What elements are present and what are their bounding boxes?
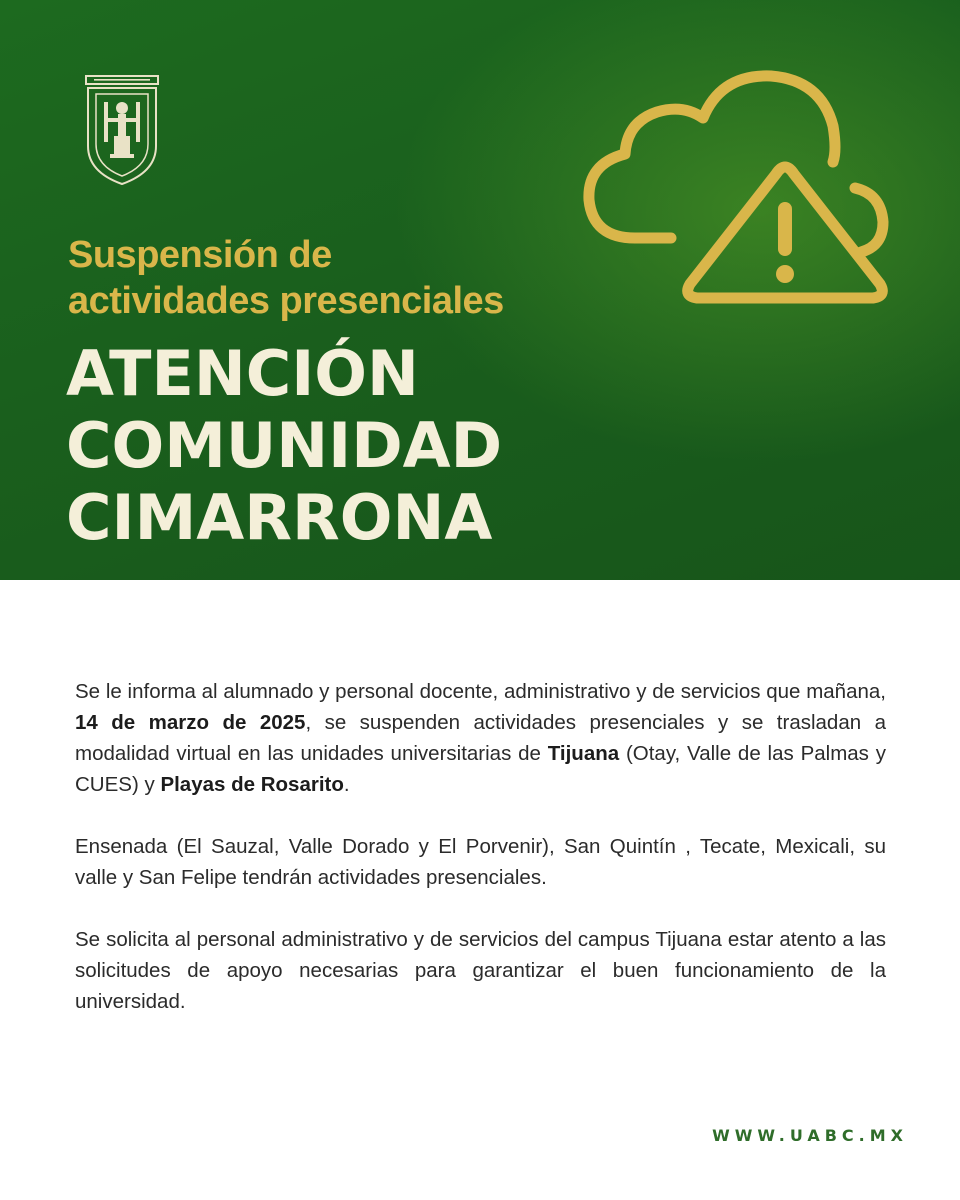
cloud-warning-icon <box>575 60 905 320</box>
headline-line: ATENCIÓN <box>66 337 419 410</box>
hero-banner <box>0 0 960 580</box>
text-segment: , se suspenden actividades presenciales y se trasladan a modalidad virtual en las unidades universitarias de <box>75 711 886 765</box>
date-highlight: 14 de marzo de 2025 <box>75 711 306 734</box>
headline-line: COMUNIDAD <box>66 409 503 482</box>
headline-line: CIMARRONA <box>66 481 493 554</box>
paragraph: Ensenada (El Sauzal, Valle Dorado y El Porvenir), San Quintín , Tecate, Mexicali, su valle y San Felipe tendrán actividades presenciales. <box>75 835 886 889</box>
paragraph: Se solicita al personal administrativo y de servicios del campus Tijuana estar atento a las solicitudes de apoyo necesarias para garantizar el buen funcionamiento de la universidad. <box>75 928 886 1013</box>
website-link[interactable]: WWW.UABC.MX <box>712 1126 908 1145</box>
subtitle-line: actividades presenciales <box>68 280 504 322</box>
city-highlight: Playas de Rosarito <box>160 773 344 796</box>
headline <box>66 338 502 554</box>
announcement-body <box>75 676 886 1048</box>
city-highlight: Tijuana <box>547 742 620 765</box>
text-segment: . <box>343 773 350 796</box>
subtitle <box>68 232 504 324</box>
subtitle-line: Suspensión de <box>68 234 332 276</box>
text-segment: Se le informa al alumnado y personal docente, administrativo y de servicios que mañana, <box>75 680 886 703</box>
paragraph <box>75 676 886 800</box>
uabc-seal-icon <box>82 72 162 188</box>
text-segment: (Otay, Valle de las Palmas y CUES) y <box>75 742 886 796</box>
